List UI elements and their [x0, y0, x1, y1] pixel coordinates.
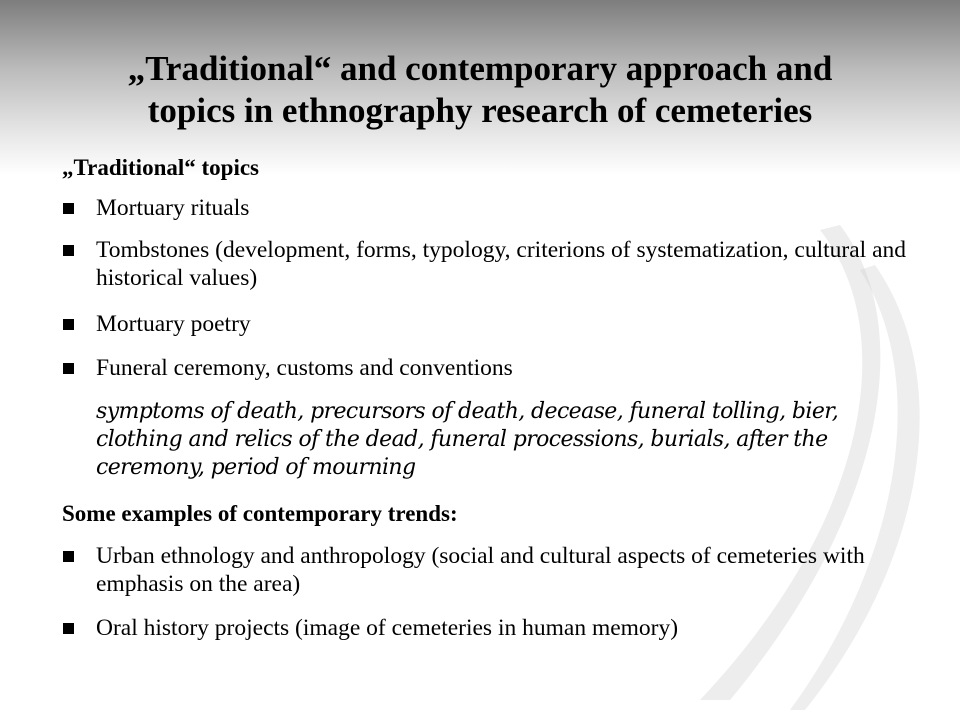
list-item: [62, 194, 922, 222]
list-item: [62, 310, 922, 338]
title-line-1: „Traditional“ and contemporary approach and: [127, 49, 833, 88]
slide-content: [62, 154, 922, 642]
square-bullet-icon: [63, 319, 74, 330]
square-bullet-icon: [63, 363, 74, 374]
square-bullet-icon: [63, 623, 74, 634]
square-bullet-icon: [63, 203, 74, 214]
list-item-text: Funeral ceremony, customs and conventions: [96, 355, 513, 381]
square-bullet-icon: [63, 551, 74, 562]
funeral-details-note: symptoms of death, precursors of death, decease, funeral tolling, bier, clothing and relics of the dead, funeral processions, burials, after the ceremony, period of mourning: [96, 399, 839, 480]
contemporary-trends-list: [62, 542, 922, 642]
list-item-text: Oral history projects (image of cemeteries in human memory): [96, 615, 679, 641]
list-item: [62, 614, 922, 642]
list-item-text: Urban ethnology and anthropology (social and cultural aspects of cemeteries with emphasis on the area): [96, 543, 865, 597]
title-line-2: topics in ethnography research of cemeteries: [147, 91, 813, 130]
slide-title: [40, 48, 920, 132]
list-item-text: Mortuary poetry: [96, 311, 251, 337]
traditional-topics-heading: „Traditional“ topics: [62, 155, 260, 180]
list-item-text: Tombstones (development, forms, typology, criterions of systematization, cultural and historical values): [96, 237, 907, 291]
list-item-text: Mortuary rituals: [96, 195, 250, 221]
contemporary-trends-heading: Some examples of contemporary trends:: [62, 501, 458, 526]
square-bullet-icon: [63, 245, 74, 256]
list-item: [62, 354, 922, 382]
list-item: [62, 236, 922, 292]
list-item: [62, 542, 922, 598]
traditional-topics-list: [62, 194, 922, 382]
